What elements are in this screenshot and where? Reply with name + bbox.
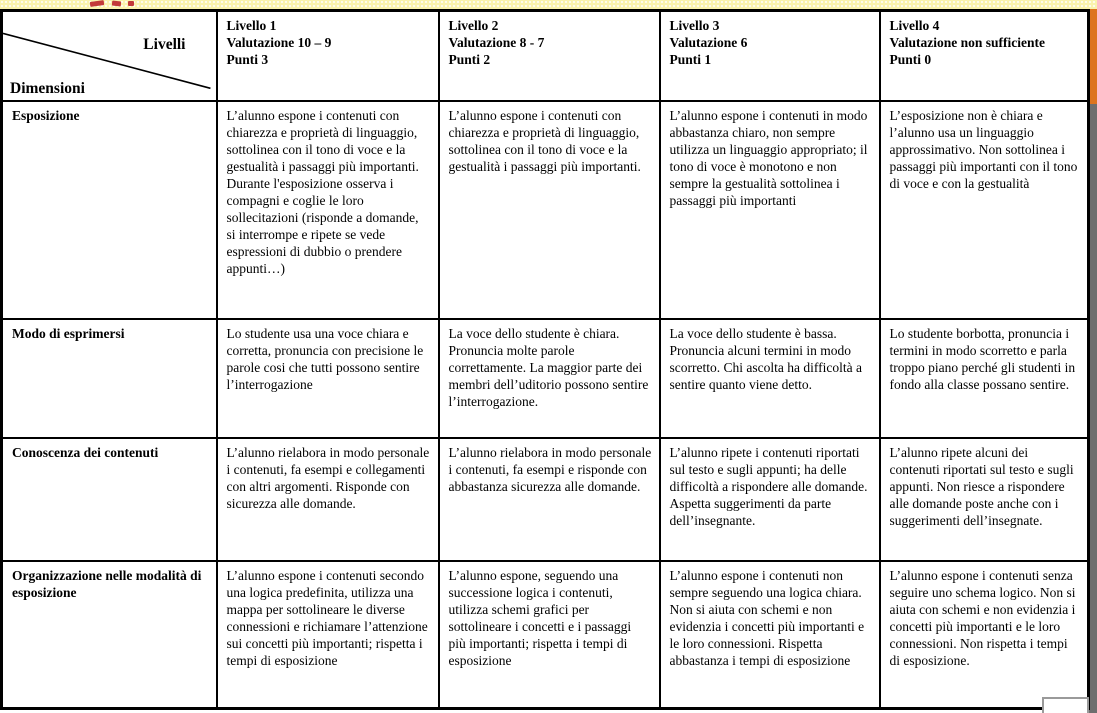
cell-conoscenza-l1: L’alunno rielabora in modo personale i contenuti, fa esempi e collegamenti con altri argomenti. Risponde con sicurezza alle domande. (217, 438, 439, 561)
cell-organizzazione-l2: L’alunno espone, seguendo una successione logica i contenuti, utilizza schemi grafici per sottolineare i concetti e i passaggi più importanti; rispetta i tempi di esposizione (439, 561, 660, 709)
level-valutazione: Valutazione 8 - 7 (448, 35, 545, 50)
cell-esposizione-l1: L’alunno espone i contenuti con chiarezza e proprietà di linguaggio, sottolinea con il tono di voce e la gestualità i passaggi più importanti. Durante l'esposizione osserva i compagni e coglie le loro sollecitazioni (risponde a domande, si interrompe e ripete se vede espressioni di dubbio o prendere appunti…) (217, 101, 439, 319)
level-punti: Punti 0 (889, 52, 932, 67)
table-row-modo-di-esprimersi (2, 319, 1089, 438)
cell-modo-l2: La voce dello studente è chiara. Pronuncia molte parole correttamente. La maggior parte dei membri dell’uditorio possono sentire l’interrogazione. (439, 319, 660, 438)
table-row-esposizione (2, 101, 1089, 319)
corner-cell (2, 11, 217, 101)
cell-conoscenza-l2: L’alunno rielabora in modo personale i contenuti, fa esempi e risponde con abbastanza sicurezza alle domande. (439, 438, 660, 561)
cell-organizzazione-l4: L’alunno espone i contenuti senza seguire uno schema logico. Non si aiuta con schemi e non evidenzia i concetti più importanti e le loro connessioni. Non rispetta i tempi di esposizione. (880, 561, 1089, 709)
dimension-label: Conoscenza dei contenuti (2, 438, 217, 561)
header-livello-1 (217, 11, 439, 101)
level-punti: Punti 1 (669, 52, 712, 67)
level-name: Livello 2 (448, 18, 499, 33)
dimension-label: Modo di esprimersi (2, 319, 217, 438)
cell-organizzazione-l1: L’alunno espone i contenuti secondo una logica predefinita, utilizza una mappa per sottolineare le diverse connessioni e richiamare l’attenzione sui concetti più importanti; rispetta i tempi di esposizione (217, 561, 439, 709)
rubric-table (0, 9, 1090, 710)
cell-conoscenza-l3: L’alunno ripete i contenuti riportati sul testo e sugli appunti; ha delle difficoltà a rispondere alle domande. Aspetta suggerimenti da parte dell’insegnante. (660, 438, 880, 561)
cell-esposizione-l3: L’alunno espone i contenuti in modo abbastanza chiaro, non sempre utilizza un linguaggio appropriato; il tono di voce è monotono e non sempre la gestualità sottolinea i passaggi più importanti (660, 101, 880, 319)
cell-modo-l1: Lo studente usa una voce chiara e corretta, pronuncia con precisione le parole cosi che tutti possono sentire l’interrogazione (217, 319, 439, 438)
level-valutazione: Valutazione 6 (669, 35, 748, 50)
dimension-label: Organizzazione nelle modalità di esposizione (2, 561, 217, 709)
cell-esposizione-l4: L’esposizione non è chiara e l’alunno usa un linguaggio approssimativo. Non sottolinea i passaggi più importanti con il tono di voce e con la gestualità (880, 101, 1089, 319)
red-annotation-mark (128, 1, 134, 6)
highlighted-top-strip (0, 0, 1097, 9)
table-row-organizzazione (2, 561, 1089, 709)
floating-text-box (1042, 697, 1089, 713)
corner-label-dimensioni: Dimensioni (10, 79, 85, 97)
header-livello-3 (660, 11, 880, 101)
level-name: Livello 4 (889, 18, 940, 33)
level-punti: Punti 3 (226, 52, 269, 67)
cell-modo-l3: La voce dello studente è bassa. Pronuncia alcuni termini in modo scorretto. Chi ascolta ha difficoltà a sentire quanto viene detto. (660, 319, 880, 438)
red-annotation-mark (90, 0, 105, 7)
level-name: Livello 1 (226, 18, 277, 33)
level-valutazione: Valutazione non sufficiente (889, 35, 1046, 50)
header-row (2, 11, 1089, 101)
cell-esposizione-l2: L’alunno espone i contenuti con chiarezza e proprietà di linguaggio, sottolinea con il tono di voce e la gestualità i passaggi più importanti. (439, 101, 660, 319)
cell-modo-l4: Lo studente borbotta, pronuncia i termini in modo scorretto e parla troppo piano perché gli studenti in fondo alla classe possano sentire. (880, 319, 1089, 438)
header-livello-4 (880, 11, 1089, 101)
table-row-conoscenza (2, 438, 1089, 561)
dimension-label: Esposizione (2, 101, 217, 319)
cell-conoscenza-l4: L’alunno ripete alcuni dei contenuti riportati sul testo e sugli appunti. Non riesce a rispondere alle domande poste anche con i suggerimenti dell’insegnate. (880, 438, 1089, 561)
corner-label-livelli: Livelli (143, 36, 186, 53)
red-annotation-mark (112, 1, 121, 7)
cell-organizzazione-l3: L’alunno espone i contenuti non sempre seguendo una logica chiara. Non si aiuta con schemi e non evidenzia i concetti più importanti e le loro connessioni. Rispetta abbastanza i tempi di esposizione (660, 561, 880, 709)
header-livello-2 (439, 11, 660, 101)
level-name: Livello 3 (669, 18, 720, 33)
level-punti: Punti 2 (448, 52, 491, 67)
level-valutazione: Valutazione 10 – 9 (226, 35, 332, 50)
